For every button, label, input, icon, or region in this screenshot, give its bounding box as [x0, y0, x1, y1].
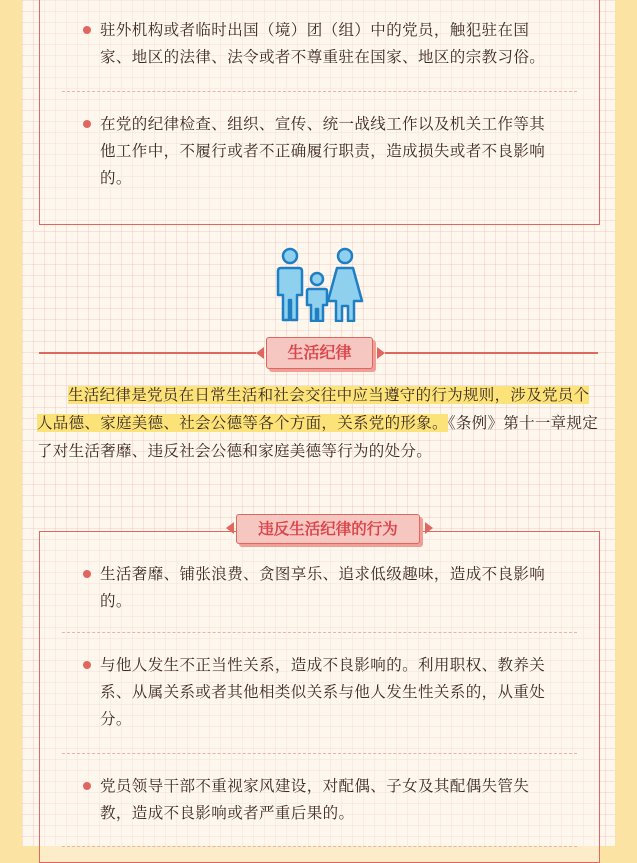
list-item-text: 驻外机构或者临时出国（境）团（组）中的党员，触犯驻在国家、地区的法律、法令或者不尊重驻在国家、地区的宗教习俗。 [100, 21, 546, 66]
article-page [22, 0, 615, 846]
arrow-left-icon [226, 522, 234, 534]
dashed-divider [62, 846, 577, 847]
bullet-dot [83, 782, 91, 790]
arrow-left-icon [256, 347, 264, 359]
title-line-right [385, 352, 598, 354]
dashed-divider [62, 753, 577, 754]
list-item-text: 生活奢靡、铺张浪费、贪图享乐、追求低级趣味，造成不良影响的。 [100, 565, 546, 610]
dashed-divider [62, 632, 577, 633]
title-line-left [39, 352, 256, 354]
arrow-right-icon [425, 522, 433, 534]
dashed-divider [62, 91, 577, 92]
intro-highlight: 生活纪律是党员在日常生活和社会交往中应当遵守的行为规则，涉及党员个人品德、家庭美德、社会公德等各个方面，关系党的形象。 [37, 386, 590, 432]
life-violation-list-box [39, 531, 600, 863]
bullet-dot [83, 661, 91, 669]
bullet-dot [83, 120, 91, 128]
bullet-dot [83, 570, 91, 578]
violation-list-box [39, 0, 600, 225]
arrow-right-icon [377, 347, 385, 359]
section-intro [37, 381, 602, 465]
list-item-text: 在党的纪律检查、组织、宣传、统一战线工作以及机关工作等其他工作中，不履行或者不正确履行职责，造成损失或者不良影响的。 [100, 115, 546, 187]
list-item-text: 与他人发生不正当性关系，造成不良影响的。利用职权、教养关系、从属关系或者其他相类似关系与他人发生性关系的，从重处分。 [100, 656, 546, 728]
section-title: 生活纪律 [266, 337, 373, 369]
subsection-title: 违反生活纪律的行为 [236, 514, 420, 544]
bullet-dot [83, 26, 91, 34]
list-item-text: 党员领导干部不重视家风建设，对配偶、子女及其配偶失管失教，造成不良影响或者严重后果的。 [100, 777, 530, 822]
intro-text: 《条例》第十一章规定了对生活奢靡、违反社会公德和家庭美德等行为的处分。 [37, 414, 599, 460]
family-icon [276, 246, 386, 322]
